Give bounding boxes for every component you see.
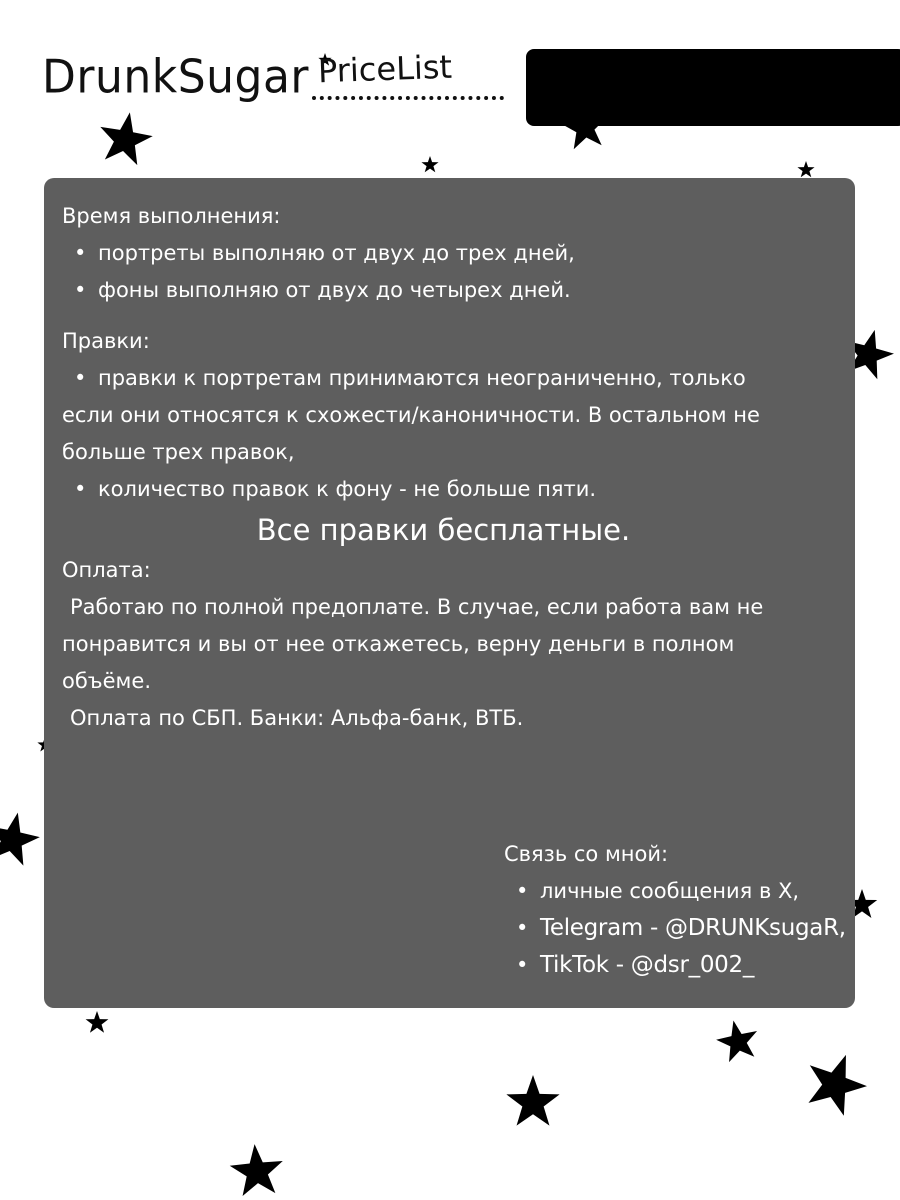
- redaction-bar: [526, 49, 900, 126]
- list-item: [62, 360, 825, 397]
- star-icon: [797, 161, 814, 177]
- star-icon: [95, 108, 156, 167]
- star-icon: [506, 1075, 559, 1126]
- time-heading: Время выполнения:: [62, 204, 281, 228]
- edits-item-backgrounds: количество правок к фону - не больше пяти.: [98, 477, 597, 501]
- list-item: [504, 910, 846, 947]
- bullet-icon: •: [74, 477, 87, 501]
- card-content: [62, 198, 825, 737]
- dotted-underline: [312, 96, 504, 100]
- payment-heading: Оплата:: [62, 558, 151, 582]
- payment-text-line2: понравится и вы от нее откажетесь, верну деньги в полном: [62, 632, 735, 656]
- edits-heading: Правки:: [62, 329, 150, 353]
- time-item-portraits: портреты выполняю от двух до трех дней,: [98, 241, 575, 265]
- bullet-icon: •: [516, 879, 529, 903]
- contact-x: личные сообщения в X,: [540, 879, 800, 903]
- page-title: DrunkSugar: [42, 50, 310, 105]
- star-icon: [421, 156, 438, 172]
- star-icon: [713, 1016, 762, 1064]
- free-edits-headline: Все правки бесплатные.: [256, 513, 631, 547]
- payment-text-line1: Работаю по полной предоплате. В случае, если работа вам не: [70, 595, 764, 619]
- star-icon: [0, 807, 44, 868]
- list-item: [62, 235, 825, 272]
- list-item: [504, 873, 846, 910]
- list-item: [504, 947, 846, 984]
- bullet-icon: •: [516, 953, 529, 977]
- info-card: [44, 178, 855, 1008]
- star-icon: [86, 1011, 109, 1033]
- edits-item-portraits-cont: если они относятся к схожести/каноничности. В остальном не: [62, 403, 760, 427]
- payment-text-line3: объёме.: [62, 669, 151, 693]
- bullet-icon: •: [74, 241, 87, 265]
- list-item: [62, 471, 825, 508]
- star-icon: [228, 1142, 285, 1197]
- bullet-icon: •: [74, 278, 87, 302]
- edits-item-portraits: правки к портретам принимаются неограниченно, только: [98, 366, 746, 390]
- page-subtitle: PriceList: [317, 47, 453, 91]
- contact-section: [504, 836, 846, 984]
- bullet-icon: •: [74, 366, 87, 390]
- contact-heading: Связь со мной:: [504, 842, 669, 866]
- contact-tiktok: TikTok - @dsr_002_: [540, 952, 755, 978]
- list-item: [62, 272, 825, 309]
- payment-methods: Оплата по СБП. Банки: Альфа-банк, ВТБ.: [70, 706, 524, 730]
- time-item-backgrounds: фоны выполняю от двух до четырех дней.: [98, 278, 571, 302]
- star-icon: [798, 1045, 875, 1120]
- edits-item-portraits-cont2: больше трех правок,: [62, 440, 295, 464]
- contact-telegram: Telegram - @DRUNKsugaR,: [540, 915, 846, 941]
- bullet-icon: •: [516, 916, 529, 940]
